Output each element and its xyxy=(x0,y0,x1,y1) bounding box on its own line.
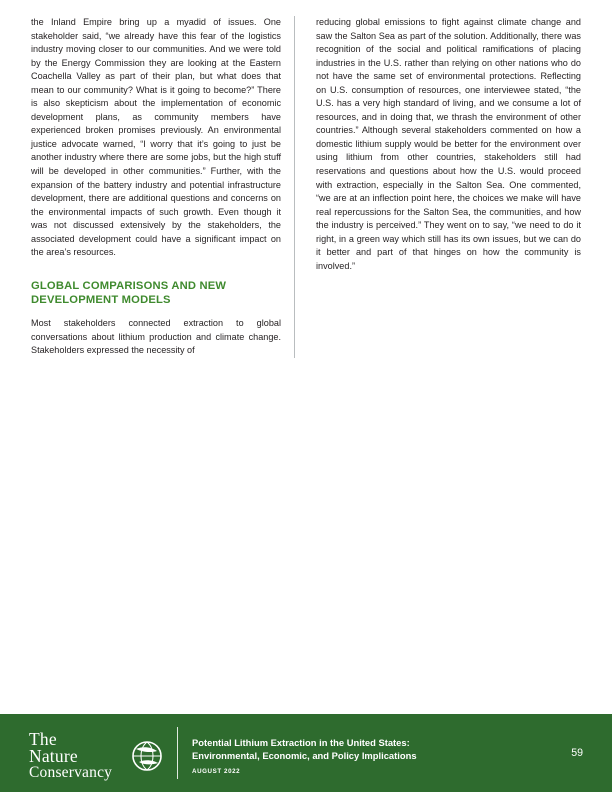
paragraph-right-1: reducing global emissions to fight against climate change and saw the Salton Sea as part of the solution. Additionally, there was recognition of the social and political ramifications of placing industries in the U.S. rather than relying on other nations who do not have the same set of environmental protections. Reflecting on U.S. consumption of resources, one interviewee stated, “the U.S. has a very high standard of living, and we consume a lot of resources, and in doing that, we thrash the environment of other countries.” Although several stakeholders commented on how a domestic lithium supply would be better for the environment over using lithium from other countries, stakeholders still had reservations and questions about how the U.S. would proceed with extraction, especially in the Salton Sea. One commented, “we are at an inflection point here, the choices we make will have real repercussions for the Salton Sea, the communities, and how the industry is perceived.” They went on to say, “we need to do it right, in a green way which still has its own issues, but we can do it better and part of that hinges on how the community is involved.” xyxy=(316,17,581,271)
footer-date: AUGUST 2022 xyxy=(192,768,241,775)
column-right xyxy=(295,16,581,358)
footer-title-line-2: Environmental, Economic, and Policy Implications xyxy=(192,749,417,761)
footer-report-title xyxy=(192,737,532,762)
page-number: 59 xyxy=(571,747,583,759)
footer-title-line-1: Potential Lithium Extraction in the United States: xyxy=(192,737,410,748)
logo-line-3: Conservancy xyxy=(29,764,113,781)
page-content xyxy=(31,16,581,358)
footer-divider xyxy=(177,727,178,779)
logo-line-2: Nature xyxy=(29,745,78,766)
footer-inner xyxy=(0,714,612,792)
paragraph-left-2: Most stakeholders connected extraction to global conversations about lithium production and climate change. Stakeholders expressed the necessity of xyxy=(31,318,281,356)
the-nature-conservancy-logo xyxy=(29,729,167,781)
globe-leaf-logo-mark xyxy=(127,740,167,772)
section-heading-global-comparisons: GLOBAL COMPARISONS AND NEW DEVELOPMENT MODELS xyxy=(31,279,227,307)
paragraph-left-1: the Inland Empire bring up a myadid of issues. One stakeholder said, “we already have this fear of the logistics industry moving closer to our communities. And we were told by the Energy Commission they are looking at the Eastern Coachella Valley as part of their plan, but what does that mean to our community? What is it going to become?” There is also skepticism about the implementation of economic development plans, as community members have experienced broken promises previously. An environmental justice advocate warned, “I worry that it’s going to just be another industry where there are some jobs, but the high stuff will be developed in other communities.” Further, with the expansion of the battery industry and potential infrastructure development, there are additional questions and concerns on the environmental impacts of such growth. Even though it was not discussed extensively by the stakeholders, the associated development could have a significant impact on the area’s resources. xyxy=(31,17,281,258)
column-left xyxy=(31,16,295,358)
logo-line-1: The xyxy=(29,729,57,749)
logo-wordmark xyxy=(29,731,137,782)
page-footer xyxy=(0,714,612,792)
